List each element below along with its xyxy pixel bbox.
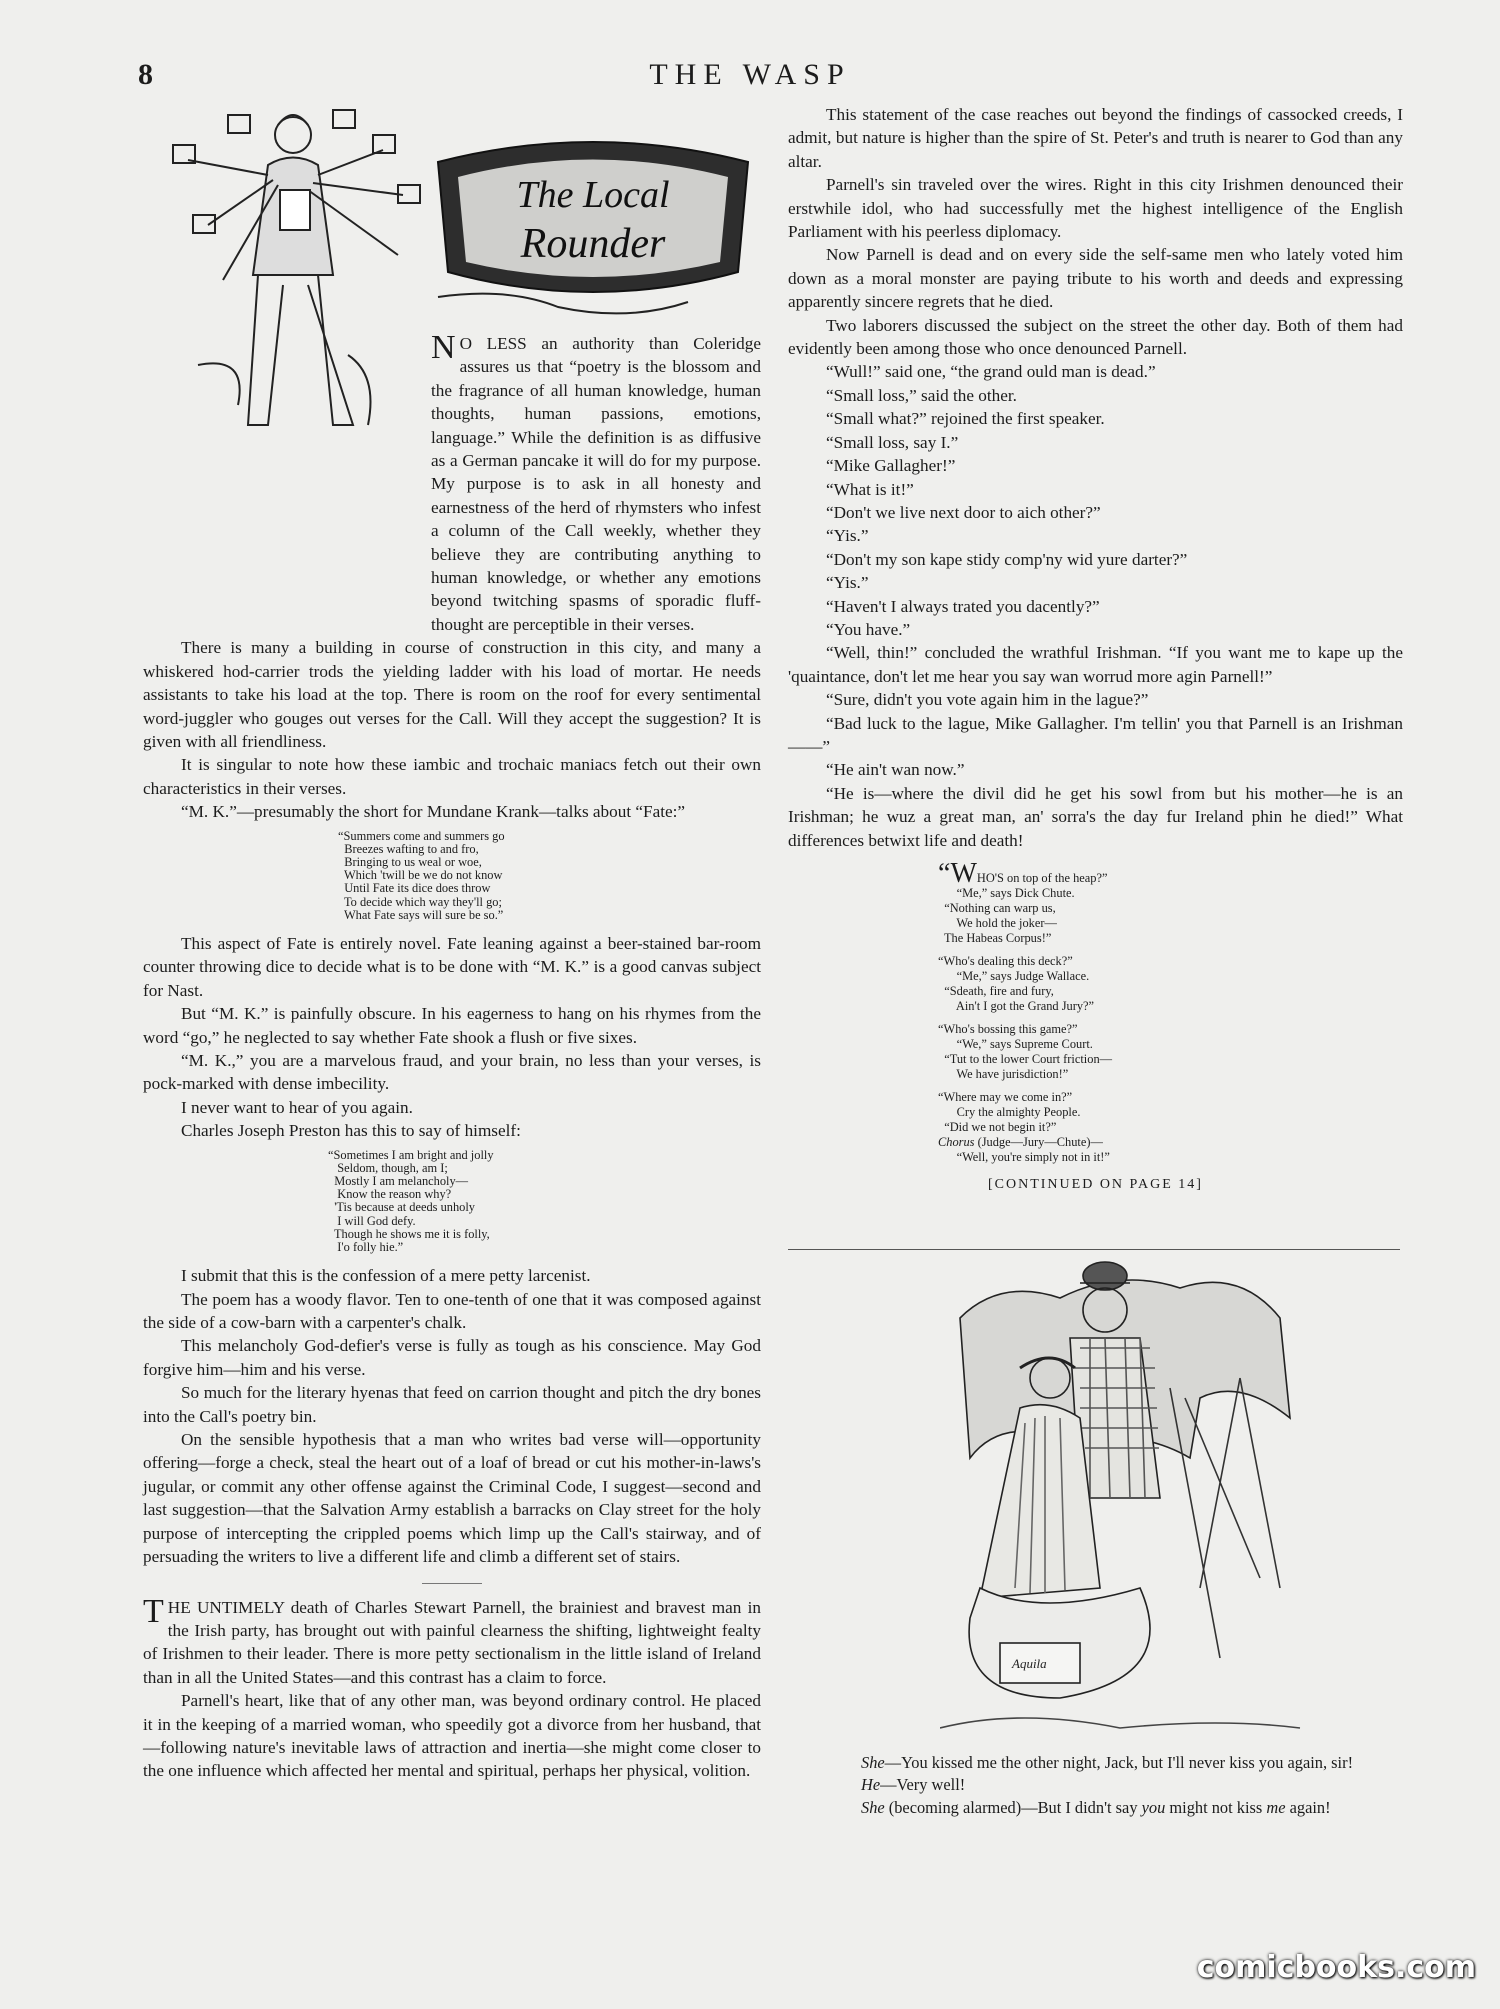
parnell-paragraph-6: Two laborers discussed the subject on the street the other day. Both of them had evidently been among those who once denounced Parnell. bbox=[788, 315, 1403, 359]
rounder-paragraph-8: I never want to hear of you again. bbox=[181, 1097, 413, 1117]
rounder-intro-block bbox=[431, 329, 761, 636]
cartoon-divider bbox=[788, 1249, 1400, 1250]
dialogue-line: “Small loss,” said the other. bbox=[826, 385, 1017, 405]
rounder-paragraph-11: The poem has a woody flavor. Ten to one-tenth of one that it was composed against the side of a cow-barn with a carpenter's chalk. bbox=[143, 1289, 761, 1333]
caption-line-1: She—You kissed me the other night, Jack, but I'll never kiss you again, sir! bbox=[861, 1753, 1354, 1772]
parnell-paragraph-1: THE UNTIMELY death of Charles Stewart Parnell, the brainiest and bravest man in the Irish party, has brought out with painful clearness the shifting, lightweight fealty of Irishmen to their leader. There is more petty sectionalism in the little island of Ireland than in all the United States—and this contrast has a claim to force. bbox=[143, 1592, 761, 1687]
cartoon-signature: Aquila bbox=[1012, 1656, 1047, 1671]
dialogue-line: “Mike Gallagher!” bbox=[826, 456, 956, 476]
parnell-paragraph-10: “He ain't wan now.” bbox=[826, 760, 965, 780]
rounder-paragraph-3: It is singular to note how these iambic and trochaic maniacs fetch out their own characteristics in their verses. bbox=[143, 755, 761, 798]
heap-poem bbox=[938, 858, 1403, 1165]
rounder-paragraph-1: N O LESS an authority than Coleridge assures us that “poetry is the blossom and the fragrance of all human knowledge, human thoughts, human passions, emotions, language.” While the definition is as diffusive as a German pancake it will do for my purpose. My purpose is to ask in all honesty and earnestness of the herd of rhymsters who infest a column of the Call weekly, whether they believe they are contributing anything to human knowledge, or whether any emotions beyond twitching spasms of sporadic fluff-thought are perceptible in their verses. bbox=[431, 329, 761, 634]
parnell-paragraph-9: “Bad luck to the lague, Mike Gallagher. I'm tellin' you that Parnell is an Irishman——” bbox=[788, 713, 1403, 756]
watermark: comicbooks.com bbox=[1196, 1950, 1476, 1985]
dialogue-line: “You have.” bbox=[826, 619, 911, 639]
dialogue-line: “What is it!” bbox=[826, 479, 914, 499]
cartoon-illustration bbox=[940, 1258, 1310, 1738]
dialogue-line: “Yis.” bbox=[826, 526, 869, 546]
rounder-paragraph-2: There is many a building in course of construction in this city, and many a whiskered hod-carrier trods the yielding ladder with his load of mortar. He needs assistants to take his load at the top. There is room on the roof for every sentimental word-juggler who gouges out verses for the Call. Will they accept the suggestion? It is given with all friendliness. bbox=[143, 638, 761, 751]
rounder-heading-line2: Rounder bbox=[520, 221, 666, 267]
heap-chorus: Chorus (Judge—Jury—Chute)— “Well, you're simply not in it!” bbox=[938, 1135, 1110, 1164]
page-number: 8 bbox=[138, 58, 153, 91]
rounder-paragraph-12: This melancholy God-defier's verse is fully as tough as his conscience. May God forgive him—him and his verse. bbox=[143, 1336, 761, 1379]
cartoon-caption bbox=[823, 1752, 1363, 1819]
rounder-paragraph-10: I submit that this is the confession of a mere petty larcenist. bbox=[181, 1266, 591, 1286]
rounder-paragraph-13: So much for the literary hyenas that feed on carrion thought and pitch the dry bones into the Call's poetry bin. bbox=[143, 1383, 761, 1426]
parnell-paragraph-7: “Well, thin!” concluded the wrathful Irishman. “If you want me to kape up the 'quaintance, don't let me hear you say wan worrud more agin Parnell!” bbox=[788, 643, 1403, 686]
left-column bbox=[143, 329, 761, 1783]
rounder-heading-line1: The Local bbox=[516, 174, 670, 216]
heap-stanza-3: “Who's bossing this game?” “We,” says Supreme Court. “Tut to the lower Court friction— We have jurisdiction!” bbox=[938, 1022, 1113, 1081]
dialogue-line: “Haven't I always trated you dacently?” bbox=[826, 596, 1100, 616]
dropcap-w: “W bbox=[938, 858, 977, 889]
heap-stanza-1: HO'S on top of the heap?” “Me,” says Dick Chute. “Nothing can warp us, We hold the joker— The Habeas Corpus!” bbox=[943, 871, 1108, 945]
dialogue-line: “Yis.” bbox=[826, 573, 869, 593]
rounder-paragraph-6: But “M. K.” is painfully obscure. In his eagerness to hang on his rhymes from the word “go,” he neglected to say whether Fate shook a flush or five sixes. bbox=[143, 1004, 761, 1047]
rounder-paragraph-9: Charles Joseph Preston has this to say of himself: bbox=[181, 1121, 521, 1141]
dialogue-line: “Don't we live next door to aich other?” bbox=[826, 502, 1101, 522]
dialogue-line: “Small loss, say I.” bbox=[826, 432, 959, 452]
caption-line-3: She (becoming alarmed)—But I didn't say you might not kiss me again! bbox=[861, 1797, 1331, 1817]
dialogue-line: “Small what?” rejoined the first speaker. bbox=[826, 409, 1105, 429]
preston-poem: “Sometimes I am bright and jolly Seldom, though, am I; Mostly I am melancholy— Know the reason why? 'Tis because at deeds unholy I will God defy. Though he shows me it is folly, I'o folly hie.” bbox=[328, 1147, 494, 1255]
rounder-paragraph-4: “M. K.”—presumably the short for Mundane Krank—talks about “Fate:” bbox=[181, 802, 686, 822]
rounder-paragraph-5: This aspect of Fate is entirely novel. Fate leaning against a beer-stained bar-room counter throwing dice to decide what is to be done with “M. K.” is a good canvas subject for Nast. bbox=[143, 933, 761, 1000]
dialogue-line: “Don't my son kape stidy comp'ny wid yure darter?” bbox=[826, 549, 1188, 569]
parnell-paragraph-8: “Sure, didn't you vote again him in the lague?” bbox=[826, 690, 1149, 710]
rounder-paragraph-14: On the sensible hypothesis that a man who writes bad verse will—opportunity offering—forge a check, steal the heart out of a loaf of bread or cut his mother-in-laws's jugular, or commit any other offense against the Criminal Code, I suggest—second and last suggestion—that the Salvation Army establish a barracks on Clay street for the holy purpose of intercepting the crippled poems which limp up the Call's stairway, and of persuading the writers to live a different life and climb a different set of stairs. bbox=[143, 1430, 761, 1567]
parnell-paragraph-3: This statement of the case reaches out beyond the findings of cassocked creeds, I admit, but nature is higher than the spire of St. Peter's and truth is nearer to God than any altar. bbox=[788, 105, 1403, 171]
parnell-paragraph-5: Now Parnell is dead and on every side the self-same men who lately voted him down as a moral monster are paying tribute to his worth and deeds and expressing apparently sincere regrets that he died. bbox=[788, 245, 1403, 312]
mk-poem: “Summers come and summers go Breezes wafting to and fro, Bringing to us weal or woe, Which 'twill be we do not know Until Fate its dice does throw To decide which way they'll go; What Fate says will sure be so.” bbox=[338, 828, 505, 922]
parnell-paragraph-4: Parnell's sin traveled over the wires. Right in this city Irishmen denounced their erstwhile idol, who had successfully met the highest intelligence of the English Parliament with his peerless diplomacy. bbox=[788, 175, 1403, 242]
section-divider bbox=[422, 1569, 482, 1584]
parnell-paragraph-11: “He is—where the divil did he get his sowl from but his mother—he is an Irishman; he wuz a great man, an' sorra's the day fur Ireland phin he died!” What differences betwixt life and death! bbox=[788, 783, 1403, 850]
rounder-heading-banner bbox=[428, 122, 758, 322]
dropcap-n: N bbox=[431, 329, 456, 366]
caption-line-2: He—Very well! bbox=[861, 1775, 966, 1795]
heap-stanza-2: “Who's dealing this deck?” “Me,” says Judge Wallace. “Sdeath, fire and fury, Ain't I got the Grand Jury?” bbox=[938, 954, 1095, 1013]
rounder-paragraph-7: “M. K.,” you are a marvelous fraud, and your brain, no less than your verses, is pock-marked with dense imbecility. bbox=[143, 1050, 761, 1094]
magazine-title: THE WASP bbox=[649, 58, 851, 91]
right-column bbox=[788, 103, 1403, 1196]
dialogue-line: “Wull!” said one, “the grand ould man is dead.” bbox=[826, 362, 1156, 382]
dropcap-t: T bbox=[143, 1592, 164, 1630]
page-header bbox=[0, 56, 1500, 96]
heap-stanza-4: “Where may we come in?” Cry the almighty People. “Did we not begin it?” bbox=[938, 1090, 1081, 1134]
continued-notice: [CONTINUED ON PAGE 14] bbox=[988, 1177, 1203, 1192]
parnell-paragraph-2: Parnell's heart, like that of any other man, was beyond ordinary control. He placed it in the keeping of a married woman, who speedily got a divorce from her husband, that—following nature's inevitable laws of attraction and inertia—she might come closer to the one influence which affected her mental and spiritual, perhaps her physical, volition. bbox=[143, 1691, 761, 1781]
